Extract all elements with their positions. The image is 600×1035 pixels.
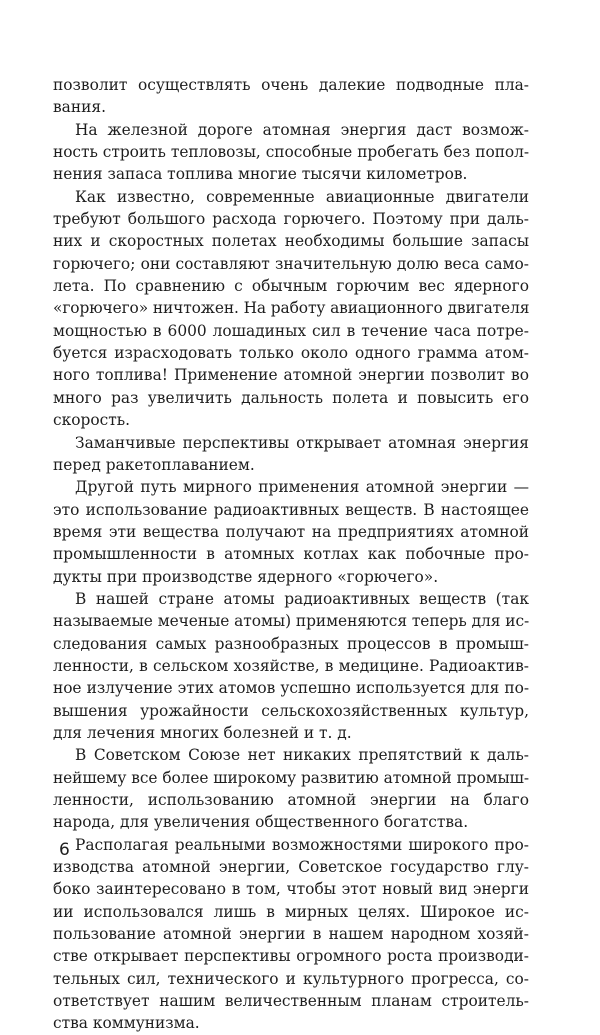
text-line: ность строить тепловозы, способные пробегать без попол- [53, 143, 529, 162]
text-line: Другой путь мирного применения атомной энергии — [75, 478, 529, 497]
text-line: нейшему все более широкому развитию атомной промыш- [53, 768, 529, 787]
text-line: для лечения многих болезней и т. д. [53, 723, 352, 742]
paragraph [53, 588, 529, 744]
page-body [53, 74, 529, 1035]
text-line: ства коммунизма. [53, 1014, 200, 1033]
text-line: тельных сил, технического и культурного прогресса, со- [53, 969, 529, 988]
text-line: ии использовался лишь в мирных целях. Широкое ис- [53, 902, 529, 921]
text-line: лета. По сравнению с обычным горючим вес ядерного [53, 277, 529, 296]
text-line: мощностью в 6000 лошадиных сил в течение часа потре- [53, 321, 529, 340]
text-line: время эти вещества получают на предприятиях атомной [53, 522, 529, 541]
text-line: ного топлива! Применение атомной энергии позволит во [53, 366, 529, 385]
text-line: народа, для увеличения общественного богатства. [53, 813, 469, 832]
text-line: Заманчивые перспективы открывает атомная энергия [75, 433, 529, 452]
text-line: В нашей стране атомы радиоактивных веществ (так [75, 589, 529, 608]
text-line: следования самых разнообразных процессов в промыш- [53, 634, 529, 653]
text-line: изводства атомной энергии, Советское государство глу- [53, 858, 529, 877]
text-line: пользование атомной энергии в нашем народном хозяй- [53, 925, 529, 944]
text-line: перед ракетоплаванием. [53, 455, 255, 474]
text-line: скорость. [53, 411, 131, 430]
text-line: ленности, в сельском хозяйстве, в медицине. Радиоактив- [53, 656, 529, 675]
paragraph [53, 432, 529, 477]
text-line: них и скоростных полетах необходимы большие запасы [53, 232, 529, 251]
text-line: Располагая реальными возможностями широкого про- [75, 835, 529, 854]
paragraph [53, 834, 529, 1035]
text-line: много раз увеличить дальность полета и повысить его [53, 388, 529, 407]
text-line: горючего; они составляют значительную долю веса само- [53, 254, 529, 273]
text-line: называемые меченые атомы) применяются теперь для ис- [53, 612, 530, 631]
page-number: 6 [59, 840, 70, 860]
text-line: дукты при производстве ядерного «горючего». [53, 567, 439, 586]
text-line: это использование радиоактивных веществ. В настоящее [53, 500, 529, 519]
text-line: нения запаса топлива многие тысячи километров. [53, 165, 468, 184]
paragraph [53, 476, 529, 588]
text-line: В Советском Союзе нет никаких препятствий к даль- [75, 746, 529, 765]
paragraph [53, 119, 529, 186]
paragraph [53, 744, 529, 833]
text-line: промышленности в атомных котлах как побочные про- [53, 545, 529, 564]
text-line: требуют большого расхода горючего. Поэтому при даль- [53, 210, 529, 229]
text-line: боко заинтересовано в том, чтобы этот новый вид энерги [53, 880, 529, 899]
text-line: стве открывает перспективы огромного роста производи- [53, 947, 529, 966]
text-line: вания. [53, 98, 106, 117]
text-line: ответствует нашим величественным планам строитель- [53, 992, 529, 1011]
text-line: ленности, использованию атомной энергии на благо [53, 791, 529, 809]
text-line: вышения урожайности сельскохозяйственных культур, [53, 701, 529, 720]
text-line: позволит осуществлять очень далекие подводные пла- [53, 76, 529, 94]
text-line: «горючего» ничтожен. На работу авиационного двигателя [53, 299, 530, 318]
text-line: ное излучение этих атомов успешно используется для по- [53, 679, 529, 698]
text-line: На железной дороге атомная энергия даст возмож- [75, 120, 529, 139]
paragraph [53, 186, 529, 432]
text-line: Как известно, современные авиационные двигатели [75, 187, 529, 206]
paragraph [53, 74, 529, 119]
text-line: буется израсходовать только около одного грамма атом- [53, 344, 529, 363]
